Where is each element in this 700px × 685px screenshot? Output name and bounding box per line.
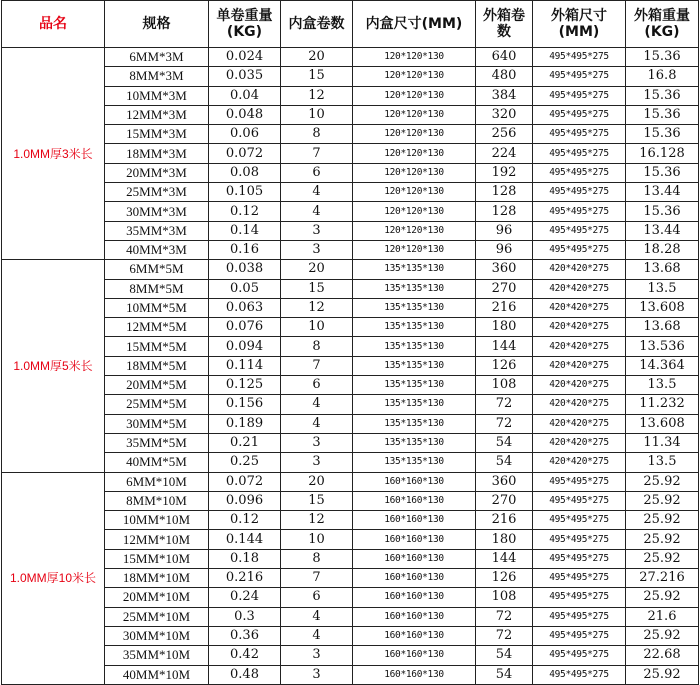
outer-weight-cell: 22.68	[626, 646, 699, 665]
outer-rolls-cell: 384	[476, 86, 533, 105]
inner-size-cell: 135*135*130	[353, 279, 476, 298]
inner-size-cell: 120*120*130	[353, 202, 476, 221]
spec-cell: 8MM*3M	[105, 67, 209, 86]
spec-cell: 12MM*5M	[105, 318, 209, 337]
outer-weight-cell: 25.92	[626, 588, 699, 607]
inner-size-cell: 135*135*130	[353, 376, 476, 395]
table-row	[2, 240, 699, 259]
outer-size-cell: 495*495*275	[533, 511, 626, 530]
outer-size-cell: 495*495*275	[533, 646, 626, 665]
inner-size-cell: 135*135*130	[353, 356, 476, 375]
spec-cell: 18MM*3M	[105, 144, 209, 163]
outer-weight-cell: 15.36	[626, 48, 699, 67]
spec-cell: 20MM*5M	[105, 376, 209, 395]
outer-rolls-cell: 126	[476, 356, 533, 375]
inner-rolls-cell: 6	[281, 588, 353, 607]
col-header-outer-box-weight: 外箱重量 (KG)	[626, 1, 699, 48]
table-row	[2, 588, 699, 607]
outer-weight-cell: 25.92	[626, 491, 699, 510]
table-row	[2, 569, 699, 588]
col-header-inner-box-rolls: 内盒卷数	[281, 1, 353, 48]
inner-size-cell: 135*135*130	[353, 395, 476, 414]
inner-size-cell: 160*160*130	[353, 549, 476, 568]
roll-weight-cell: 0.048	[209, 105, 281, 124]
table-row	[2, 105, 699, 124]
table-row	[2, 202, 699, 221]
inner-size-cell: 120*120*130	[353, 125, 476, 144]
roll-weight-cell: 0.48	[209, 665, 281, 684]
outer-size-cell: 420*420*275	[533, 337, 626, 356]
spec-cell: 35MM*5M	[105, 433, 209, 452]
outer-rolls-cell: 270	[476, 491, 533, 510]
inner-size-cell: 160*160*130	[353, 665, 476, 684]
table-row	[2, 549, 699, 568]
spec-cell: 18MM*10M	[105, 569, 209, 588]
outer-weight-cell: 13.68	[626, 260, 699, 279]
inner-size-cell: 160*160*130	[353, 491, 476, 510]
outer-rolls-cell: 126	[476, 569, 533, 588]
table-row	[2, 395, 699, 414]
table-row	[2, 376, 699, 395]
inner-size-cell: 120*120*130	[353, 144, 476, 163]
product-group-name: 1.0MM厚10米长	[2, 472, 105, 684]
outer-size-cell: 420*420*275	[533, 298, 626, 317]
inner-rolls-cell: 15	[281, 67, 353, 86]
table-row	[2, 337, 699, 356]
outer-size-cell: 420*420*275	[533, 356, 626, 375]
spec-cell: 35MM*3M	[105, 221, 209, 240]
table-row	[2, 125, 699, 144]
outer-size-cell: 495*495*275	[533, 491, 626, 510]
inner-rolls-cell: 6	[281, 163, 353, 182]
outer-weight-cell: 13.44	[626, 221, 699, 240]
outer-weight-cell: 21.6	[626, 607, 699, 626]
inner-size-cell: 160*160*130	[353, 530, 476, 549]
outer-rolls-cell: 144	[476, 549, 533, 568]
roll-weight-cell: 0.105	[209, 183, 281, 202]
outer-weight-cell: 25.92	[626, 530, 699, 549]
outer-rolls-cell: 108	[476, 588, 533, 607]
roll-weight-cell: 0.216	[209, 569, 281, 588]
product-group-name: 1.0MM厚3米长	[2, 48, 105, 260]
outer-size-cell: 495*495*275	[533, 607, 626, 626]
inner-rolls-cell: 4	[281, 183, 353, 202]
outer-size-cell: 495*495*275	[533, 530, 626, 549]
table-row	[2, 607, 699, 626]
outer-rolls-cell: 54	[476, 433, 533, 452]
outer-size-cell: 495*495*275	[533, 86, 626, 105]
outer-size-cell: 495*495*275	[533, 105, 626, 124]
inner-size-cell: 120*120*130	[353, 86, 476, 105]
inner-rolls-cell: 3	[281, 221, 353, 240]
outer-weight-cell: 15.36	[626, 86, 699, 105]
outer-weight-cell: 11.34	[626, 433, 699, 452]
outer-size-cell: 495*495*275	[533, 48, 626, 67]
spec-cell: 25MM*5M	[105, 395, 209, 414]
outer-rolls-cell: 96	[476, 240, 533, 259]
table-row	[2, 511, 699, 530]
spec-cell: 25MM*10M	[105, 607, 209, 626]
inner-rolls-cell: 7	[281, 356, 353, 375]
col-header-product-name: 品名	[2, 1, 105, 48]
table-row	[2, 318, 699, 337]
spec-cell: 20MM*10M	[105, 588, 209, 607]
inner-rolls-cell: 4	[281, 202, 353, 221]
outer-size-cell: 420*420*275	[533, 395, 626, 414]
roll-weight-cell: 0.096	[209, 491, 281, 510]
outer-rolls-cell: 360	[476, 472, 533, 491]
spec-cell: 15MM*5M	[105, 337, 209, 356]
inner-rolls-cell: 3	[281, 665, 353, 684]
outer-size-cell: 495*495*275	[533, 665, 626, 684]
outer-rolls-cell: 72	[476, 607, 533, 626]
table-row	[2, 163, 699, 182]
table-row	[2, 433, 699, 452]
outer-weight-cell: 13.5	[626, 453, 699, 472]
roll-weight-cell: 0.12	[209, 202, 281, 221]
roll-weight-cell: 0.18	[209, 549, 281, 568]
inner-rolls-cell: 3	[281, 646, 353, 665]
inner-rolls-cell: 20	[281, 472, 353, 491]
outer-weight-cell: 13.68	[626, 318, 699, 337]
spec-cell: 8MM*10M	[105, 491, 209, 510]
spec-cell: 18MM*5M	[105, 356, 209, 375]
table-row	[2, 453, 699, 472]
roll-weight-cell: 0.035	[209, 67, 281, 86]
spec-cell: 30MM*5M	[105, 414, 209, 433]
spec-cell: 6MM*3M	[105, 48, 209, 67]
table-body	[2, 48, 699, 685]
outer-rolls-cell: 320	[476, 105, 533, 124]
roll-weight-cell: 0.21	[209, 433, 281, 452]
table-row	[2, 356, 699, 375]
roll-weight-cell: 0.06	[209, 125, 281, 144]
spec-cell: 40MM*10M	[105, 665, 209, 684]
spec-cell: 10MM*10M	[105, 511, 209, 530]
outer-rolls-cell: 108	[476, 376, 533, 395]
table-row	[2, 665, 699, 684]
table-row	[2, 279, 699, 298]
spec-cell: 15MM*3M	[105, 125, 209, 144]
roll-weight-cell: 0.024	[209, 48, 281, 67]
inner-size-cell: 135*135*130	[353, 298, 476, 317]
roll-weight-cell: 0.125	[209, 376, 281, 395]
inner-rolls-cell: 4	[281, 607, 353, 626]
spec-cell: 15MM*10M	[105, 549, 209, 568]
outer-rolls-cell: 192	[476, 163, 533, 182]
outer-size-cell: 495*495*275	[533, 144, 626, 163]
inner-size-cell: 135*135*130	[353, 337, 476, 356]
roll-weight-cell: 0.05	[209, 279, 281, 298]
outer-rolls-cell: 128	[476, 202, 533, 221]
spec-cell: 20MM*3M	[105, 163, 209, 182]
outer-rolls-cell: 72	[476, 395, 533, 414]
inner-rolls-cell: 8	[281, 337, 353, 356]
spec-cell: 30MM*3M	[105, 202, 209, 221]
inner-size-cell: 135*135*130	[353, 433, 476, 452]
inner-rolls-cell: 4	[281, 626, 353, 645]
outer-rolls-cell: 224	[476, 144, 533, 163]
outer-weight-cell: 13.536	[626, 337, 699, 356]
spec-cell: 6MM*10M	[105, 472, 209, 491]
roll-weight-cell: 0.25	[209, 453, 281, 472]
outer-rolls-cell: 54	[476, 665, 533, 684]
outer-size-cell: 495*495*275	[533, 549, 626, 568]
table-row	[2, 48, 699, 67]
inner-rolls-cell: 20	[281, 48, 353, 67]
roll-weight-cell: 0.144	[209, 530, 281, 549]
inner-size-cell: 120*120*130	[353, 67, 476, 86]
inner-size-cell: 135*135*130	[353, 260, 476, 279]
inner-rolls-cell: 4	[281, 395, 353, 414]
outer-size-cell: 420*420*275	[533, 279, 626, 298]
outer-size-cell: 495*495*275	[533, 221, 626, 240]
outer-weight-cell: 15.36	[626, 163, 699, 182]
col-header-inner-box-size: 内盒尺寸(MM)	[353, 1, 476, 48]
table-row	[2, 86, 699, 105]
outer-size-cell: 420*420*275	[533, 453, 626, 472]
outer-weight-cell: 11.232	[626, 395, 699, 414]
outer-rolls-cell: 54	[476, 646, 533, 665]
spec-table	[1, 0, 699, 685]
outer-rolls-cell: 72	[476, 626, 533, 645]
table-row	[2, 491, 699, 510]
table-row	[2, 414, 699, 433]
table-row	[2, 530, 699, 549]
table-row	[2, 298, 699, 317]
outer-rolls-cell: 256	[476, 125, 533, 144]
product-group-name: 1.0MM厚5米长	[2, 260, 105, 472]
roll-weight-cell: 0.12	[209, 511, 281, 530]
outer-size-cell: 495*495*275	[533, 588, 626, 607]
inner-size-cell: 135*135*130	[353, 453, 476, 472]
col-header-roll-weight: 单卷重量 (KG)	[209, 1, 281, 48]
outer-weight-cell: 16.8	[626, 67, 699, 86]
inner-size-cell: 120*120*130	[353, 105, 476, 124]
roll-weight-cell: 0.42	[209, 646, 281, 665]
spec-cell: 8MM*5M	[105, 279, 209, 298]
outer-rolls-cell: 480	[476, 67, 533, 86]
inner-rolls-cell: 12	[281, 511, 353, 530]
table-row	[2, 183, 699, 202]
inner-size-cell: 120*120*130	[353, 240, 476, 259]
outer-rolls-cell: 216	[476, 298, 533, 317]
inner-size-cell: 135*135*130	[353, 414, 476, 433]
spec-cell: 12MM*3M	[105, 105, 209, 124]
outer-weight-cell: 27.216	[626, 569, 699, 588]
table-row	[2, 472, 699, 491]
outer-weight-cell: 25.92	[626, 626, 699, 645]
outer-size-cell: 495*495*275	[533, 202, 626, 221]
roll-weight-cell: 0.36	[209, 626, 281, 645]
outer-rolls-cell: 270	[476, 279, 533, 298]
inner-size-cell: 160*160*130	[353, 511, 476, 530]
inner-rolls-cell: 3	[281, 433, 353, 452]
roll-weight-cell: 0.072	[209, 472, 281, 491]
outer-rolls-cell: 72	[476, 414, 533, 433]
spec-cell: 40MM*3M	[105, 240, 209, 259]
outer-weight-cell: 13.608	[626, 414, 699, 433]
outer-size-cell: 495*495*275	[533, 125, 626, 144]
col-header-outer-box-rolls: 外箱卷 数	[476, 1, 533, 48]
spec-cell: 35MM*10M	[105, 646, 209, 665]
roll-weight-cell: 0.038	[209, 260, 281, 279]
outer-rolls-cell: 144	[476, 337, 533, 356]
outer-weight-cell: 15.36	[626, 202, 699, 221]
outer-size-cell: 495*495*275	[533, 569, 626, 588]
inner-rolls-cell: 4	[281, 414, 353, 433]
inner-rolls-cell: 7	[281, 144, 353, 163]
inner-rolls-cell: 20	[281, 260, 353, 279]
inner-size-cell: 120*120*130	[353, 48, 476, 67]
inner-rolls-cell: 15	[281, 491, 353, 510]
roll-weight-cell: 0.063	[209, 298, 281, 317]
inner-rolls-cell: 12	[281, 86, 353, 105]
inner-rolls-cell: 15	[281, 279, 353, 298]
roll-weight-cell: 0.24	[209, 588, 281, 607]
inner-rolls-cell: 10	[281, 530, 353, 549]
table-row	[2, 144, 699, 163]
outer-weight-cell: 14.364	[626, 356, 699, 375]
outer-size-cell: 495*495*275	[533, 163, 626, 182]
inner-rolls-cell: 3	[281, 240, 353, 259]
spec-cell: 25MM*3M	[105, 183, 209, 202]
inner-rolls-cell: 8	[281, 125, 353, 144]
outer-weight-cell: 16.128	[626, 144, 699, 163]
inner-size-cell: 160*160*130	[353, 472, 476, 491]
spec-cell: 40MM*5M	[105, 453, 209, 472]
spec-cell: 6MM*5M	[105, 260, 209, 279]
outer-size-cell: 495*495*275	[533, 626, 626, 645]
outer-weight-cell: 25.92	[626, 549, 699, 568]
inner-rolls-cell: 8	[281, 549, 353, 568]
roll-weight-cell: 0.072	[209, 144, 281, 163]
inner-rolls-cell: 10	[281, 105, 353, 124]
roll-weight-cell: 0.189	[209, 414, 281, 433]
spec-cell: 12MM*10M	[105, 530, 209, 549]
inner-size-cell: 160*160*130	[353, 646, 476, 665]
outer-size-cell: 495*495*275	[533, 67, 626, 86]
roll-weight-cell: 0.04	[209, 86, 281, 105]
col-header-outer-box-size: 外箱尺寸 (MM)	[533, 1, 626, 48]
outer-weight-cell: 13.608	[626, 298, 699, 317]
outer-weight-cell: 15.36	[626, 105, 699, 124]
roll-weight-cell: 0.114	[209, 356, 281, 375]
outer-weight-cell: 15.36	[626, 125, 699, 144]
table-row	[2, 646, 699, 665]
table-row	[2, 67, 699, 86]
inner-size-cell: 120*120*130	[353, 221, 476, 240]
roll-weight-cell: 0.156	[209, 395, 281, 414]
roll-weight-cell: 0.3	[209, 607, 281, 626]
outer-size-cell: 495*495*275	[533, 472, 626, 491]
inner-size-cell: 135*135*130	[353, 318, 476, 337]
inner-size-cell: 120*120*130	[353, 163, 476, 182]
outer-rolls-cell: 180	[476, 318, 533, 337]
spec-cell: 30MM*10M	[105, 626, 209, 645]
header-row	[2, 1, 699, 48]
inner-size-cell: 120*120*130	[353, 183, 476, 202]
outer-rolls-cell: 180	[476, 530, 533, 549]
outer-size-cell: 420*420*275	[533, 260, 626, 279]
outer-weight-cell: 18.28	[626, 240, 699, 259]
inner-size-cell: 160*160*130	[353, 607, 476, 626]
outer-weight-cell: 13.44	[626, 183, 699, 202]
inner-rolls-cell: 3	[281, 453, 353, 472]
inner-rolls-cell: 6	[281, 376, 353, 395]
inner-size-cell: 160*160*130	[353, 588, 476, 607]
inner-rolls-cell: 12	[281, 298, 353, 317]
outer-rolls-cell: 54	[476, 453, 533, 472]
outer-weight-cell: 13.5	[626, 279, 699, 298]
outer-rolls-cell: 640	[476, 48, 533, 67]
col-header-spec: 规格	[105, 1, 209, 48]
table-row	[2, 221, 699, 240]
spec-cell: 10MM*3M	[105, 86, 209, 105]
spec-cell: 10MM*5M	[105, 298, 209, 317]
table-row	[2, 626, 699, 645]
outer-rolls-cell: 216	[476, 511, 533, 530]
roll-weight-cell: 0.076	[209, 318, 281, 337]
roll-weight-cell: 0.08	[209, 163, 281, 182]
roll-weight-cell: 0.14	[209, 221, 281, 240]
roll-weight-cell: 0.16	[209, 240, 281, 259]
outer-rolls-cell: 360	[476, 260, 533, 279]
outer-weight-cell: 25.92	[626, 665, 699, 684]
inner-rolls-cell: 10	[281, 318, 353, 337]
outer-weight-cell: 25.92	[626, 472, 699, 491]
inner-size-cell: 160*160*130	[353, 626, 476, 645]
outer-size-cell: 420*420*275	[533, 433, 626, 452]
roll-weight-cell: 0.094	[209, 337, 281, 356]
outer-rolls-cell: 96	[476, 221, 533, 240]
outer-weight-cell: 25.92	[626, 511, 699, 530]
outer-rolls-cell: 128	[476, 183, 533, 202]
table-row	[2, 260, 699, 279]
inner-rolls-cell: 7	[281, 569, 353, 588]
outer-weight-cell: 13.5	[626, 376, 699, 395]
outer-size-cell: 420*420*275	[533, 318, 626, 337]
outer-size-cell: 420*420*275	[533, 414, 626, 433]
outer-size-cell: 495*495*275	[533, 183, 626, 202]
inner-size-cell: 160*160*130	[353, 569, 476, 588]
outer-size-cell: 495*495*275	[533, 240, 626, 259]
outer-size-cell: 420*420*275	[533, 376, 626, 395]
